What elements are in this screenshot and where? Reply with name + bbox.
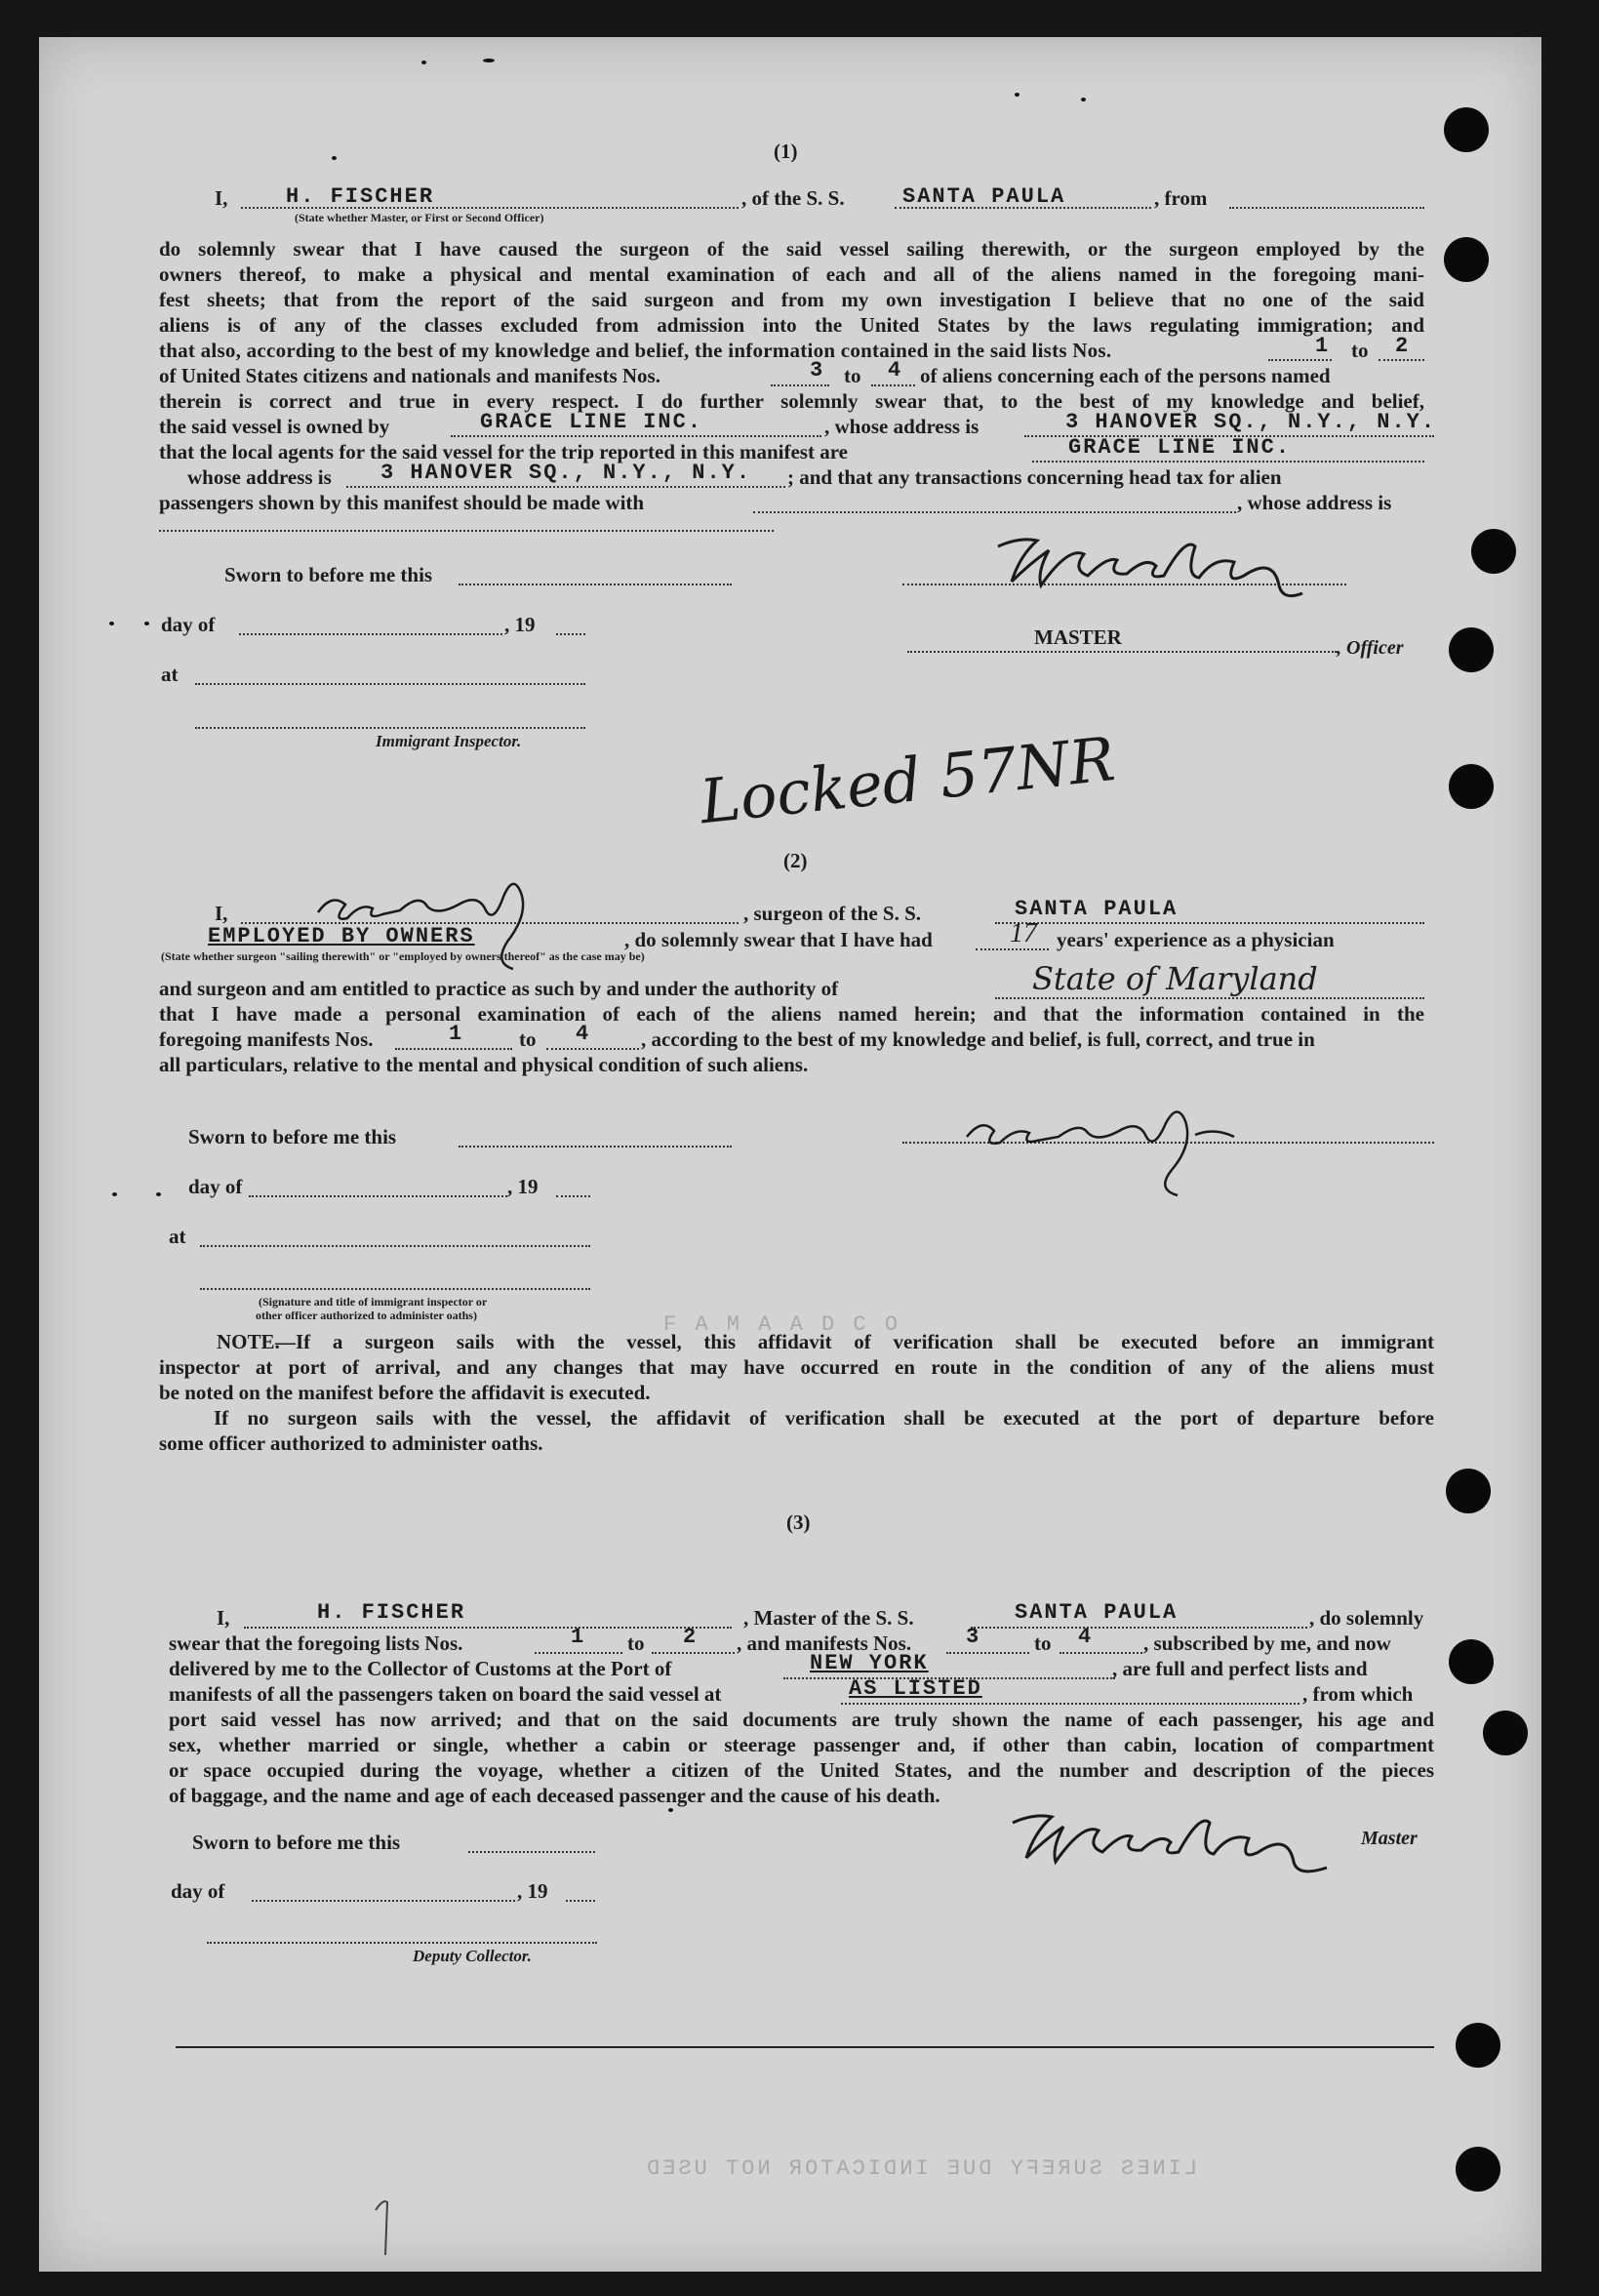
ink-speck: [483, 59, 495, 62]
oath-text-line: aliens is of any of the classes excluded from admission into the United States by the laws regulating immigration; and: [159, 313, 1424, 337]
lists-from-field[interactable]: [535, 1652, 622, 1654]
sworn-date-field[interactable]: [459, 1146, 732, 1148]
lists-to-field[interactable]: [652, 1652, 735, 1654]
lists-from-value: 1: [1315, 334, 1331, 358]
ink-speck: [668, 1808, 673, 1812]
at-field[interactable]: [195, 683, 585, 685]
punch-hole: [1449, 1639, 1494, 1684]
label: to: [1351, 339, 1369, 362]
bleed-through-text: LINES SUREFY DUE INDICATOR NOT USED: [644, 2156, 1198, 2181]
svg-text:Locked 57NR: Locked 57NR: [697, 723, 1119, 838]
punch-hole: [1456, 2023, 1500, 2068]
label: Sworn to before me this: [192, 1831, 401, 1854]
taken-at-value: AS LISTED: [849, 1676, 982, 1701]
label: to: [1034, 1631, 1052, 1655]
note-line: be noted on the manifest before the affidavit is executed.: [159, 1381, 651, 1404]
agents-address-field[interactable]: [346, 486, 785, 488]
years-field[interactable]: [976, 948, 1049, 950]
sworn-date-field[interactable]: [459, 584, 732, 585]
manifests-to-value: 4: [1078, 1625, 1094, 1649]
owner-field[interactable]: [451, 435, 821, 437]
ink-speck: [156, 1192, 161, 1196]
label: , of the S. S.: [741, 186, 845, 210]
master-signature: [990, 517, 1302, 605]
master-name-field[interactable]: [244, 1627, 732, 1629]
manifests-from-value: 3: [810, 358, 825, 383]
vessel-field[interactable]: [971, 1627, 1307, 1629]
nos-to-field[interactable]: [546, 1048, 639, 1050]
master-name-value: H. FISCHER: [317, 1600, 466, 1625]
note-line: —If a surgeon sails with the vessel, this affidavit of verification shall be executed before an immigrant: [275, 1330, 1434, 1353]
label: to: [519, 1027, 537, 1051]
label: day of: [161, 613, 216, 636]
port-value: NEW YORK: [810, 1651, 929, 1675]
sworn-date-field[interactable]: [468, 1851, 595, 1853]
label: manifests of all the passengers taken on board the said vessel at: [169, 1682, 722, 1706]
ink-speck: [1015, 93, 1019, 97]
lists-to-value: 2: [1395, 334, 1411, 358]
label: , Master of the S. S.: [743, 1606, 914, 1630]
divider: [176, 2046, 1434, 2048]
lists-to-field[interactable]: [1379, 359, 1424, 361]
label: foregoing manifests Nos.: [159, 1027, 374, 1051]
day-field[interactable]: [239, 633, 502, 635]
surgeon-signature: [312, 854, 546, 971]
note-line: inspector at port of arrival, and any changes that may have occurred en route in the condition of any of the aliens must: [159, 1355, 1434, 1379]
note-line: If no surgeon sails with the vessel, the affidavit of verification shall be executed at the port of departure before: [214, 1406, 1434, 1430]
label: day of: [171, 1879, 225, 1903]
oath-text-line: of baggage, and the name and age of each deceased passenger and the cause of his death.: [169, 1784, 940, 1807]
pencil-mark: [366, 2191, 405, 2259]
label: I,: [217, 1606, 230, 1630]
label: , whose address is: [1237, 491, 1392, 514]
oath-text-line: of aliens concerning each of the persons named: [920, 364, 1331, 387]
label: , subscribed by me, and now: [1143, 1631, 1391, 1655]
label: , surgeon of the S. S.: [743, 902, 922, 925]
label: , from which: [1302, 1682, 1414, 1706]
ink-speck: [112, 1192, 117, 1196]
punch-hole: [1446, 1469, 1491, 1513]
note-line: some officer authorized to administer oaths.: [159, 1431, 543, 1455]
label: I,: [215, 902, 228, 925]
vessel-value: SANTA PAULA: [1015, 897, 1179, 921]
master-name-value: H. FISCHER: [286, 184, 435, 209]
ink-speck: [109, 622, 114, 625]
handwritten-annotation: [695, 723, 1119, 849]
label: , and manifests Nos.: [737, 1631, 912, 1655]
head-tax-address-field[interactable]: [159, 530, 774, 532]
label: at: [169, 1225, 186, 1248]
label: , whose address is: [824, 415, 979, 438]
vessel-value: SANTA PAULA: [1015, 1600, 1179, 1625]
label: the said vessel is owned by: [159, 415, 390, 438]
hint-text: (State whether surgeon "sailing therewith" or "employed by owners thereof" as the case may be): [161, 949, 645, 963]
oath-text-line: of United States citizens and nationals and manifests Nos.: [159, 364, 660, 387]
punch-hole: [1449, 764, 1494, 809]
caption: other officer authorized to administer oaths): [256, 1309, 477, 1322]
authority-value: State of Maryland: [1032, 960, 1318, 997]
oath-text-line: therein is correct and true in every respect. I do further solemnly swear that, to the best of my knowledge and belief,: [159, 389, 1424, 413]
label: delivered by me to the Collector of Customs at the Port of: [169, 1657, 672, 1680]
year-field[interactable]: [556, 633, 585, 635]
label: that the local agents for the said vessel for the trip reported in this manifest are: [159, 440, 848, 463]
inspector-signature-field[interactable]: [200, 1288, 590, 1290]
label: years' experience as a physician: [1057, 928, 1335, 951]
ink-speck: [1081, 98, 1086, 101]
nos-to-value: 4: [576, 1022, 591, 1046]
year-field[interactable]: [556, 1195, 590, 1197]
label: , are full and perfect lists and: [1112, 1657, 1368, 1680]
manifests-to-value: 4: [888, 358, 903, 383]
lists-to-value: 2: [683, 1625, 699, 1649]
collector-signature-field[interactable]: [207, 1942, 597, 1944]
label: Sworn to before me this: [224, 563, 433, 586]
oath-text-line: port said vessel has now arrived; and that on the said documents are truly shown the name of each passenger, his age and: [169, 1708, 1434, 1731]
owner-value: GRACE LINE INC.: [480, 410, 703, 434]
manifests-from-field[interactable]: [771, 384, 829, 386]
label: swear that the foregoing lists Nos.: [169, 1631, 463, 1655]
oath-text-line: owners thereof, to make a physical and mental examination of each and all of the aliens named in the foregoing mani-: [159, 262, 1424, 286]
lists-from-value: 1: [571, 1625, 586, 1649]
ink-speck: [332, 156, 337, 160]
agents-address-value: 3 HANOVER SQ., N.Y., N.Y.: [380, 461, 752, 485]
inspector-signature-field[interactable]: [195, 727, 585, 729]
label: ; and that any transactions concerning head tax for alien: [787, 465, 1282, 489]
label: Sworn to before me this: [188, 1125, 397, 1148]
nos-from-field[interactable]: [395, 1048, 512, 1050]
label: , 19: [517, 1879, 548, 1903]
label: and surgeon and am entitled to practice as such by and under the authority of: [159, 977, 839, 1000]
oath-text-line: or space occupied during the voyage, whether a citizen of the United States, and the number and description of the pieces: [169, 1758, 1434, 1782]
label: Deputy Collector.: [413, 1947, 532, 1965]
oath-text-line: fest sheets; that from the report of the said surgeon and from my own investigation I believe that no one of the said: [159, 288, 1424, 311]
label: to: [627, 1631, 645, 1655]
label: at: [161, 663, 179, 686]
at-field[interactable]: [200, 1245, 590, 1247]
manifests-to-field[interactable]: [871, 384, 915, 386]
officer-title-field[interactable]: [907, 651, 1337, 653]
punch-hole: [1444, 107, 1489, 152]
vessel-field[interactable]: [995, 922, 1424, 924]
oath-text-line: sex, whether married or single, whether a cabin or steerage passenger and, if other than cabin, location of compartment: [169, 1733, 1434, 1756]
manifests-to-field[interactable]: [1059, 1652, 1142, 1654]
label: , according to the best of my knowledge and belief, is full, correct, and true in: [641, 1027, 1315, 1051]
day-field[interactable]: [249, 1195, 507, 1197]
label: whose address is: [187, 465, 332, 489]
label: , do solemnly: [1309, 1606, 1424, 1630]
authority-field[interactable]: [995, 997, 1424, 999]
label: to: [844, 364, 861, 387]
punch-hole: [1444, 237, 1489, 282]
agents-value: GRACE LINE INC.: [1068, 435, 1292, 460]
punch-hole: [1483, 1711, 1528, 1755]
employment-value: EMPLOYED BY OWNERS: [208, 924, 475, 948]
section-number: (2): [783, 849, 808, 872]
day-field[interactable]: [252, 1900, 515, 1902]
oath-text-line: that I have made a personal examination of each of the aliens named herein; and that the information contained in the: [159, 1002, 1424, 1026]
label: , Officer: [1337, 637, 1404, 659]
label: Master: [1361, 1828, 1418, 1849]
punch-hole: [1456, 2147, 1500, 2192]
label: passengers shown by this manifest should be made with: [159, 491, 645, 514]
officer-title-value: MASTER: [1034, 625, 1122, 649]
punch-hole: [1471, 529, 1516, 574]
ink-speck: [144, 622, 149, 625]
taken-at-field[interactable]: [841, 1703, 1299, 1705]
note-label: NOTE.: [217, 1330, 280, 1353]
lists-from-field[interactable]: [1268, 359, 1332, 361]
hint-text: (State whether Master, or First or Second Officer): [295, 211, 544, 224]
master-signature: [1005, 1793, 1337, 1881]
head-tax-agent-field[interactable]: [753, 511, 1236, 513]
section-number: (3): [786, 1511, 811, 1534]
label: all particulars, relative to the mental and physical condition of such aliens.: [159, 1053, 809, 1076]
year-field[interactable]: [566, 1900, 595, 1902]
label: , 19: [507, 1175, 539, 1198]
oath-text-line: do solemnly swear that I have caused the surgeon of the said vessel sailing therewith, or the surgeon employed by the: [159, 237, 1424, 261]
nos-from-value: 1: [449, 1022, 464, 1046]
caption: (Signature and title of immigrant inspector or: [259, 1295, 488, 1309]
from-field[interactable]: [1229, 207, 1424, 209]
years-value: 17: [1010, 918, 1037, 948]
label: Immigrant Inspector.: [376, 732, 522, 750]
vessel-value: SANTA PAULA: [902, 184, 1066, 209]
owner-address-value: 3 HANOVER SQ., N.Y., N.Y.: [1065, 410, 1437, 434]
manifests-from-value: 3: [966, 1625, 981, 1649]
label: , from: [1154, 186, 1208, 210]
label: , do solemnly swear that I have had: [624, 928, 933, 951]
label: day of: [188, 1175, 243, 1198]
ink-speck: [421, 60, 426, 64]
manifests-from-field[interactable]: [946, 1652, 1029, 1654]
punch-hole: [1449, 627, 1494, 672]
agents-field[interactable]: [1032, 461, 1424, 463]
bleed-through-text: F A M A A D C O: [663, 1312, 901, 1337]
surgeon-signature: [961, 1088, 1254, 1195]
label: , 19: [504, 613, 536, 636]
label: I,: [215, 186, 228, 210]
oath-text-line: that also, according to the best of my knowledge and belief, the information contained in the said lists Nos.: [159, 339, 1112, 362]
section-number: (1): [774, 140, 798, 163]
